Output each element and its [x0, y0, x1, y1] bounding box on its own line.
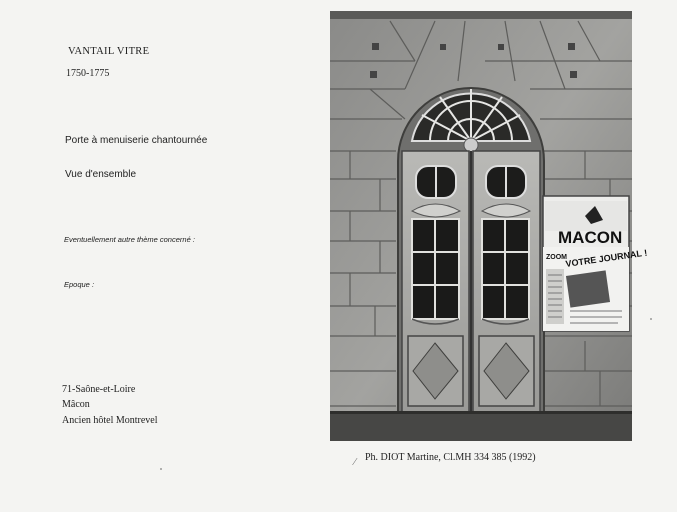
- theme-label: Eventuellement autre thème concerné :: [64, 235, 195, 244]
- record-title: VANTAIL VITRE: [68, 46, 150, 57]
- location-department: 71-Saône-et-Loire: [62, 384, 136, 395]
- pen-mark: ⁄: [354, 457, 356, 468]
- record-dates: 1750-1775: [66, 68, 110, 79]
- epoque-label: Epoque :: [64, 280, 95, 289]
- poster-title: MACON: [558, 228, 623, 247]
- record-description: Porte à menuiserie chantournée: [65, 135, 208, 146]
- door-leaves: [402, 151, 540, 413]
- poster-sign: [543, 196, 648, 331]
- photo-credit: Ph. DIOT Martine, Cl.MH 334 385 (1992): [365, 452, 536, 463]
- record-view: Vue d'ensemble: [65, 169, 137, 180]
- poster-side: ZOOM: [546, 254, 567, 261]
- door-photograph: [330, 11, 648, 441]
- poster-headline: VOTRE JOURNAL !: [564, 247, 648, 269]
- pavement: [330, 413, 632, 441]
- speck: [650, 318, 652, 320]
- speck: [160, 468, 162, 470]
- location-building: Ancien hôtel Montrevel: [62, 415, 158, 426]
- location-city: Mâcon: [62, 399, 90, 410]
